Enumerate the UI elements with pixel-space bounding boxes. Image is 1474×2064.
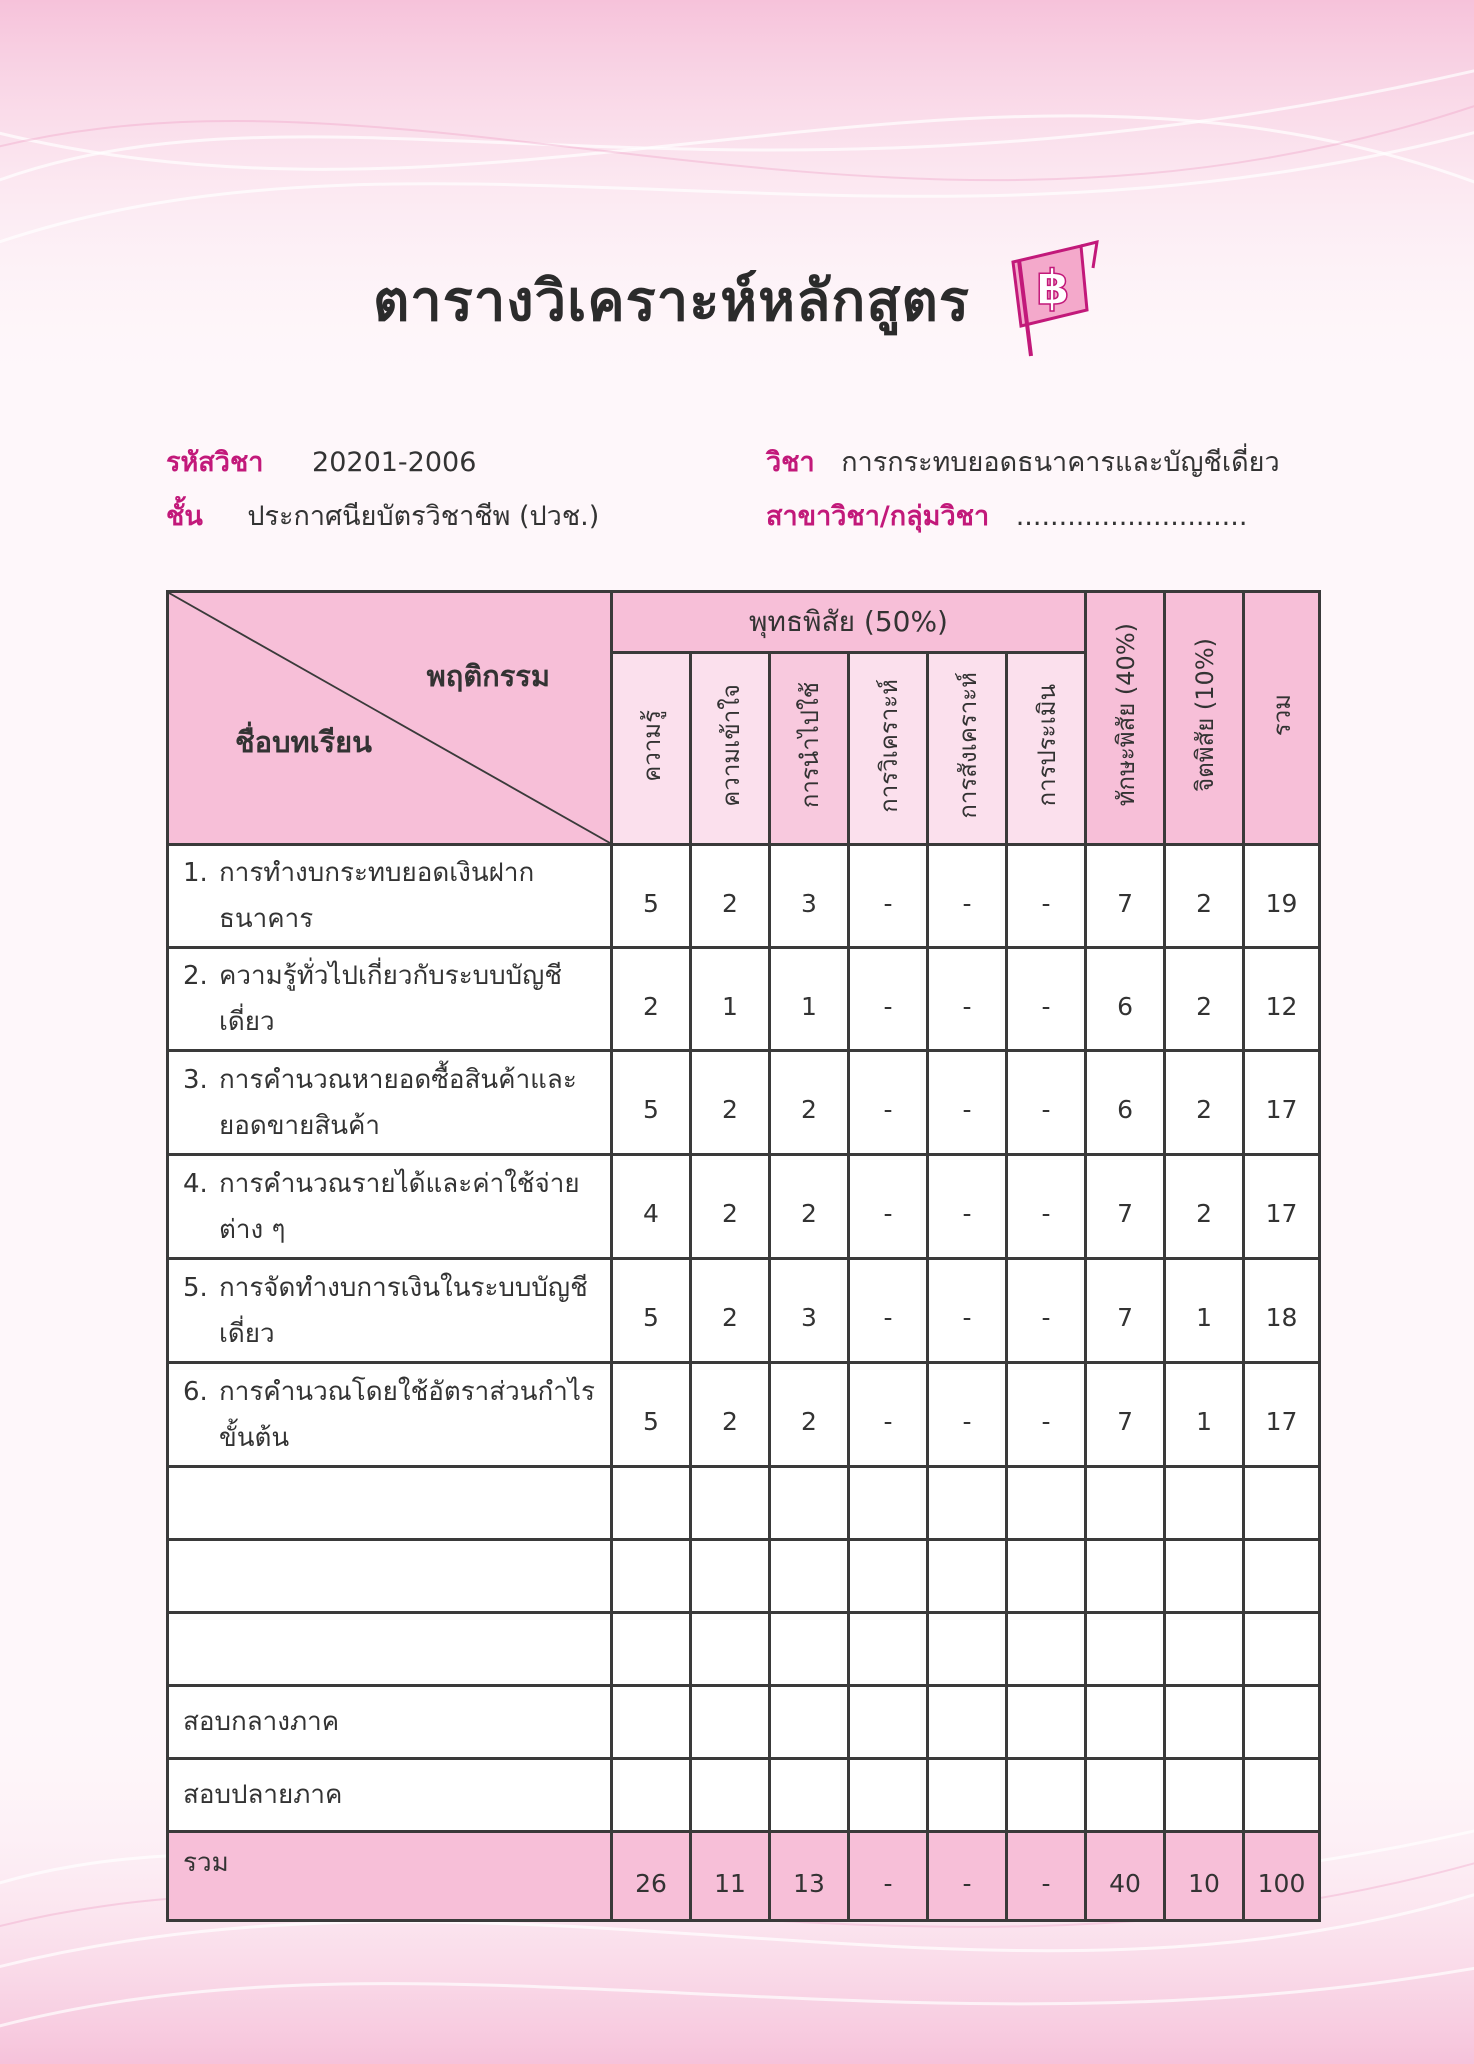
cognitive-group-header: พุทธพิสัย (50%) [612,592,1086,653]
lesson-header: ชื่อบทเรียน [235,725,372,759]
score-cell: - [849,1259,928,1363]
score-cell: - [849,1363,928,1467]
score-cell: - [1007,1363,1086,1467]
score-cell: - [1007,845,1086,948]
score-cell: 7 [1086,1259,1165,1363]
col-header-application: การนำไปใช้ [770,653,849,845]
score-cell: 12 [1244,948,1320,1051]
lesson-title [219,850,600,942]
score-cell: 2 [770,1155,849,1259]
course-code-label: รหัสวิชา [166,447,264,478]
total-cell: 40 [1086,1832,1165,1921]
lesson-number: 1. [183,858,208,888]
table-row-empty [168,1540,1320,1613]
score-cell: 7 [1086,845,1165,948]
field [766,494,1247,537]
table-row-total [168,1832,1320,1921]
score-cell: 5 [612,1363,691,1467]
total-cell: 13 [770,1832,849,1921]
field-label: สาขาวิชา/กลุ่มวิชา [766,501,990,532]
score-cell: 2 [1165,1051,1244,1155]
table-row-empty [168,1613,1320,1686]
col-header-evaluation: การประเมิน [1007,653,1086,845]
col-header-comprehension: ความเข้าใจ [691,653,770,845]
score-cell: - [928,1259,1007,1363]
lesson-title [219,1369,595,1461]
svg-text:฿: ฿ [1036,260,1070,316]
score-cell: 3 [770,1259,849,1363]
table-row [168,1259,1320,1363]
score-cell: - [849,1155,928,1259]
score-cell: 2 [691,1259,770,1363]
total-cell: - [928,1832,1007,1921]
table-row [168,845,1320,948]
curriculum-analysis-table [166,590,1321,1922]
lesson-title [219,1161,580,1253]
table-row [168,948,1320,1051]
score-cell: 6 [1086,948,1165,1051]
col-header-affective: จิตพิสัย (10%) [1165,592,1244,845]
score-cell: 1 [1165,1363,1244,1467]
score-cell: 3 [770,845,849,948]
total-cell: - [849,1832,928,1921]
score-cell: - [928,948,1007,1051]
lesson-title-line: ต่าง ๆ [219,1214,286,1245]
lesson-title-line: ความรู้ทั่วไปเกี่ยวกับระบบบัญชีเดี่ยว [219,961,562,1037]
lesson-name [168,948,612,1051]
score-cell: 17 [1244,1363,1320,1467]
lesson-number: 2. [183,961,208,991]
score-cell: - [1007,1155,1086,1259]
final-label: สอบปลายภาค [168,1759,612,1832]
score-cell: 2 [1165,1155,1244,1259]
total-cell: 26 [612,1832,691,1921]
lesson-number: 5. [183,1272,208,1303]
score-cell: - [849,845,928,948]
table-row [168,1363,1320,1467]
course-code [166,440,476,483]
score-cell: 17 [1244,1051,1320,1155]
lesson-number: 6. [183,1376,208,1407]
score-cell: - [1007,1259,1086,1363]
lesson-number: 3. [183,1064,208,1095]
score-cell: 5 [612,845,691,948]
col-header-knowledge: ความรู้ [612,653,691,845]
lesson-title-line: การจัดทำงบการเงินในระบบบัญชี [219,1272,588,1303]
total-label: รวม [168,1832,612,1921]
table-row [168,1155,1320,1259]
table-row-midterm [168,1686,1320,1759]
subject-value: การกระทบยอดธนาคารและบัญชีเดี่ยว [841,447,1280,478]
score-cell: 2 [1165,845,1244,948]
total-cell: 11 [691,1832,770,1921]
score-cell: 18 [1244,1259,1320,1363]
table-row-empty [168,1467,1320,1540]
lesson-title-line: เดี่ยว [219,1318,275,1349]
table-corner-header [168,592,612,845]
score-cell: 17 [1244,1155,1320,1259]
score-cell: - [849,1051,928,1155]
lesson-name [168,845,612,948]
score-cell: - [928,845,1007,948]
page-title: ตารางวิเคราะห์หลักสูตร [372,268,970,334]
lesson-rows [168,845,1320,1467]
score-cell: 6 [1086,1051,1165,1155]
midterm-label: สอบกลางภาค [168,1686,612,1759]
course-code-value: 20201-2006 [312,447,477,478]
lesson-title-line: ขั้นต้น [219,1422,290,1453]
score-cell: 1 [770,948,849,1051]
score-cell: 2 [691,1155,770,1259]
score-cell: - [849,948,928,1051]
lesson-name [168,1363,612,1467]
score-cell: - [928,1363,1007,1467]
total-cell: 10 [1165,1832,1244,1921]
score-cell: - [1007,948,1086,1051]
lesson-title-line: การคำนวณหายอดซื้อสินค้าและ [219,1064,577,1095]
lesson-title-line: การคำนวณโดยใช้อัตราส่วนกำไร [219,1376,595,1407]
col-header-synthesis: การสังเคราะห์ [928,653,1007,845]
lesson-title-line: การทำงบกระทบยอดเงินฝากธนาคาร [219,858,535,934]
col-header-psychomotor: ทักษะพิสัย (40%) [1086,592,1165,845]
baht-flag-icon [1001,240,1101,360]
score-cell: 2 [770,1363,849,1467]
lesson-title-line: การคำนวณรายได้และค่าใช้จ่าย [219,1168,580,1199]
score-cell: 7 [1086,1155,1165,1259]
lesson-name [168,1051,612,1155]
lesson-title [219,1057,577,1149]
diagonal-divider [169,593,610,843]
title-area [0,240,1474,360]
score-cell: 7 [1086,1363,1165,1467]
level-label: ชั้น [166,501,203,532]
total-cell: 100 [1244,1832,1320,1921]
lesson-title [219,953,600,1045]
score-cell: 2 [691,1051,770,1155]
score-cell: 19 [1244,845,1320,948]
level [166,494,599,537]
lesson-name [168,1259,612,1363]
score-cell: 1 [1165,1259,1244,1363]
lesson-name [168,1155,612,1259]
subject [766,440,1280,483]
score-cell: 5 [612,1051,691,1155]
level-value: ประกาศนียบัตรวิชาชีพ (ปวช.) [247,501,600,532]
total-cell: - [1007,1832,1086,1921]
score-cell: - [928,1051,1007,1155]
field-value: ........................... [1015,501,1248,532]
col-header-analysis: การวิเคราะห์ [849,653,928,845]
score-cell: 4 [612,1155,691,1259]
lesson-title [219,1265,588,1357]
score-cell: - [928,1155,1007,1259]
score-cell: 2 [1165,948,1244,1051]
score-cell: 2 [691,845,770,948]
score-cell: 2 [612,948,691,1051]
score-cell: 5 [612,1259,691,1363]
subject-label: วิชา [766,447,815,478]
lesson-title-line: ยอดขายสินค้า [219,1110,380,1141]
col-header-total: รวม [1244,592,1320,845]
score-cell: 2 [691,1363,770,1467]
score-cell: 1 [691,948,770,1051]
score-cell: - [1007,1051,1086,1155]
table-row [168,1051,1320,1155]
lesson-number: 4. [183,1168,208,1199]
table-row-final [168,1759,1320,1832]
behavior-header: พฤติกรรม [426,659,550,693]
score-cell: 2 [770,1051,849,1155]
